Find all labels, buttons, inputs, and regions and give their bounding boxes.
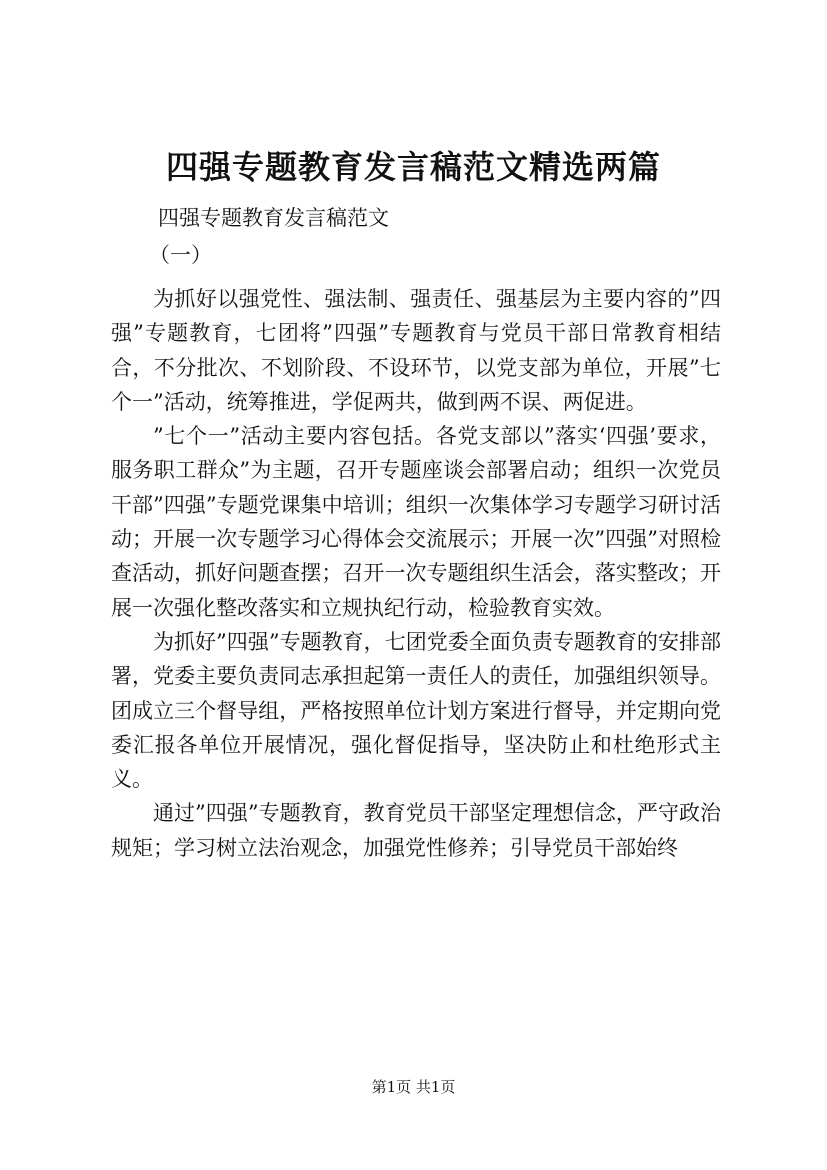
paragraph-3: 为抓好”四强”专题教育，七团党委全面负责专题教育的安排部署，党委主要负责同志承担起第一责任人的责任，加强组织领导。团成立三个督导组，严格按照单位计划方案进行督导，并定期向党委汇报各单位开展情况，强化督促指导，坚决防止和杜绝形式主义。 (111, 629, 721, 792)
page-footer: 第1页 共1页 (371, 1078, 456, 1096)
paragraph-4: 通过”四强”专题教育，教育党员干部坚定理想信念，严守政治规矩；学习树立法治观念，加强党性修养；引导党员干部始终 (111, 801, 721, 860)
document-title: 四强专题教育发言稿范文精选两篇 (165, 148, 661, 186)
paragraph-2: ”七个一”活动主要内容包括。各党支部以”落实‘四强’要求，服务职工群众”为主题，召开专题座谈会部署启动；组织一次党员干部”四强”专题党课集中培训；组织一次集体学习专题学习研讨活动；开展一次专题学习心得体会交流展示；开展一次”四强”对照检查活动，抓好问题查摆；召开一次专题组织生活会，落实整改；开展一次强化整改落实和立规执纪行动，检验教育实效。 (111, 424, 721, 620)
paragraph-1: 为抓好以强党性、强法制、强责任、强基层为主要内容的”四强”专题教育，七团将”四强”专题教育与党员干部日常教育相结合，不分批次、不划阶段、不设环节，以党支部为单位，开展”七个一”活动，统筹推进，学促两共，做到两不误、两促进。 (111, 287, 721, 414)
document-body (111, 282, 721, 865)
document-subtitle: 四强专题教育发言稿范文 (158, 206, 389, 230)
section-number: （一） (149, 243, 212, 267)
